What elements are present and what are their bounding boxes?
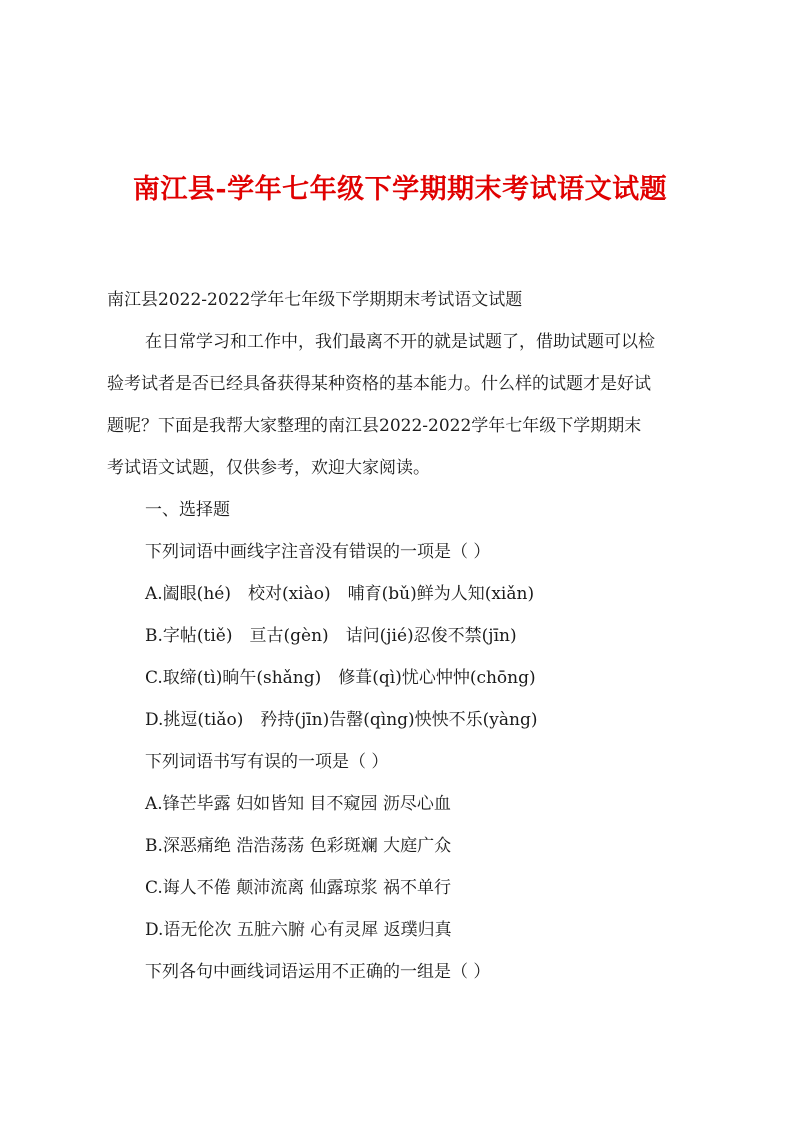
intro-paragraph-line: 在日常学习和工作中，我们最离不开的就是试题了，借助试题可以检 bbox=[145, 332, 655, 352]
question-2-option-c: C.诲人不倦 颠沛流离 仙露琼浆 祸不单行 bbox=[145, 878, 452, 898]
question-2-option-d: D.语无伦次 五脏六腑 心有灵犀 返璞归真 bbox=[145, 920, 452, 940]
question-1-option-c: C.取缔(tì)晌午(shǎng) 修葺(qì)忧心忡忡(chōng) bbox=[145, 668, 536, 688]
intro-paragraph-line: 题呢？下面是我帮大家整理的南江县2022-2022学年七年级下学期期末 bbox=[107, 416, 642, 436]
question-1-option-b: B.字帖(tiě) 亘古(gèn) 诘问(jié)忍俊不禁(jīn) bbox=[145, 626, 517, 646]
question-1: 下列词语中画线字注音没有错误的一项是（ ） bbox=[145, 542, 491, 562]
question-2: 下列词语书写有误的一项是（ ） bbox=[145, 752, 389, 772]
section-heading: 一、选择题 bbox=[145, 500, 230, 520]
intro-paragraph-line: 考试语文试题，仅供参考，欢迎大家阅读。 bbox=[107, 458, 430, 478]
question-3: 下列各句中画线词语运用不正确的一组是（ ） bbox=[145, 962, 491, 982]
intro-paragraph-line: 验考试者是否已经具备获得某种资格的基本能力。什么样的试题才是好试 bbox=[107, 374, 651, 394]
document-title: 南江县-学年七年级下学期期末考试语文试题 bbox=[132, 174, 668, 205]
question-2-option-b: B.深恶痛绝 浩浩荡荡 色彩斑斓 大庭广众 bbox=[145, 836, 452, 856]
question-1-option-d: D.挑逗(tiǎo) 矜持(jīn)告罄(qìng)怏怏不乐(yàng) bbox=[145, 710, 538, 730]
question-2-option-a: A.锋芒毕露 妇如皆知 目不窥园 沥尽心血 bbox=[145, 794, 451, 814]
document-subtitle: 南江县2022-2022学年七年级下学期期末考试语文试题 bbox=[107, 290, 523, 310]
question-1-option-a: A.阖眼(hé) 校对(xiào) 哺育(bǔ)鲜为人知(xiǎn) bbox=[145, 584, 535, 604]
